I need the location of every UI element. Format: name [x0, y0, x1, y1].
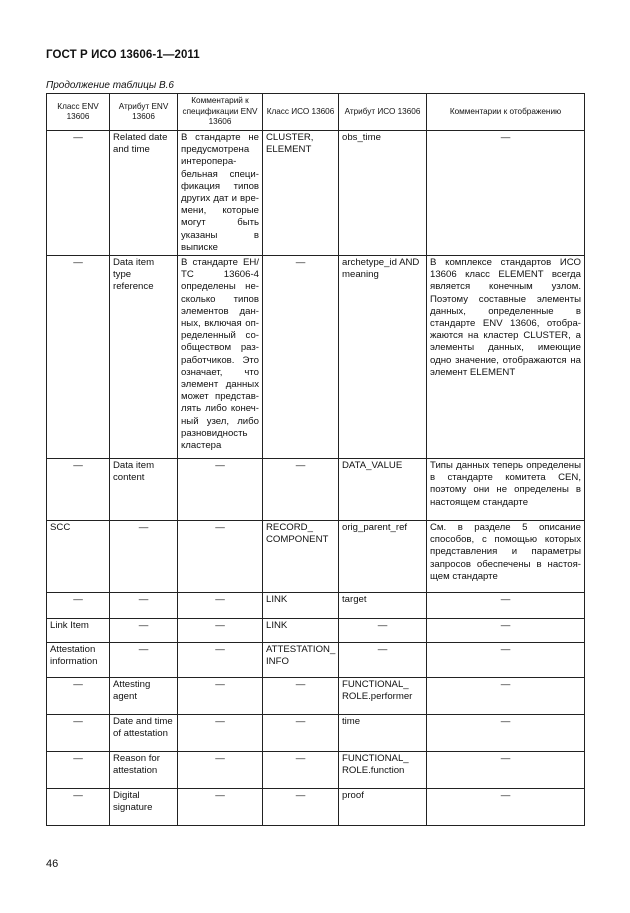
cell-iso-attribute: orig_parent_ref: [339, 521, 427, 593]
cell-iso-attribute: FUNCTIONAL_ ROLE.function: [339, 752, 427, 789]
cell-env-attribute: Related date and time: [110, 131, 178, 256]
table-row: [47, 593, 585, 619]
cell-env-comment: —: [178, 619, 263, 643]
cell-env-class: —: [47, 459, 110, 521]
cell-env-attribute: —: [110, 521, 178, 593]
header-env-attribute: Атрибут ENV 13606: [110, 94, 178, 131]
cell-env-class: —: [47, 752, 110, 789]
cell-iso-class: LINK: [263, 593, 339, 619]
table-row: [47, 752, 585, 789]
cell-iso-attribute: proof: [339, 789, 427, 826]
table-row: [47, 131, 585, 256]
cell-env-class: —: [47, 131, 110, 256]
cell-iso-class: —: [263, 752, 339, 789]
cell-env-class: Link Item: [47, 619, 110, 643]
cell-mapping-comment: В комплексе стандартов ИСО 13606 класс ELEMENT всегда является конечным узлом. Поэтому составные элементы данных, определенные в стандарте ENV 13606, отображаются на кластер CLUSTER, а элементы данных, имеющие одно значение, отображаются на элемент ELEMENT: [427, 256, 585, 459]
cell-env-class: —: [47, 256, 110, 459]
cell-env-class: Attestation information: [47, 643, 110, 678]
cell-env-attribute: —: [110, 593, 178, 619]
cell-env-attribute: Data item type reference: [110, 256, 178, 459]
cell-env-comment: —: [178, 521, 263, 593]
table-row: [47, 619, 585, 643]
cell-env-comment: —: [178, 678, 263, 715]
cell-iso-attribute: —: [339, 643, 427, 678]
cell-iso-class: —: [263, 715, 339, 752]
table-row: [47, 678, 585, 715]
cell-env-class: —: [47, 789, 110, 826]
cell-env-comment: —: [178, 459, 263, 521]
cell-env-class: —: [47, 593, 110, 619]
table-caption: Продолжение таблицы В.6: [46, 80, 174, 91]
cell-env-class: —: [47, 715, 110, 752]
cell-iso-attribute: FUNCTIONAL_ ROLE.performer: [339, 678, 427, 715]
table-row: [47, 521, 585, 593]
cell-env-comment: —: [178, 715, 263, 752]
cell-mapping-comment: —: [427, 619, 585, 643]
cell-iso-attribute: —: [339, 619, 427, 643]
cell-iso-class: ATTESTATION_ INFO: [263, 643, 339, 678]
cell-env-class: —: [47, 678, 110, 715]
table-header-row: [47, 94, 585, 131]
cell-mapping-comment: —: [427, 715, 585, 752]
cell-env-comment: —: [178, 593, 263, 619]
table-row: [47, 459, 585, 521]
cell-mapping-comment: —: [427, 593, 585, 619]
cell-iso-class: RECORD_ COMPONENT: [263, 521, 339, 593]
cell-env-class: SCC: [47, 521, 110, 593]
page-number: 46: [46, 858, 59, 870]
cell-env-attribute: Attesting agent: [110, 678, 178, 715]
table-row: [47, 789, 585, 826]
cell-mapping-comment: —: [427, 643, 585, 678]
cell-iso-class: —: [263, 789, 339, 826]
cell-iso-attribute: archetype_id AND meaning: [339, 256, 427, 459]
cell-env-comment: В стандарте не предусмотрена интероперабельная спецификация типов других дат и времени, которые могут быть указаны в выписке: [178, 131, 263, 256]
cell-iso-attribute: DATA_VALUE: [339, 459, 427, 521]
cell-iso-class: CLUSTER, ELEMENT: [263, 131, 339, 256]
cell-iso-class: —: [263, 256, 339, 459]
cell-env-comment: —: [178, 789, 263, 826]
cell-env-attribute: —: [110, 619, 178, 643]
cell-iso-class: LINK: [263, 619, 339, 643]
cell-mapping-comment: —: [427, 789, 585, 826]
header-mapping-comment: Комментарии к отображению: [427, 94, 585, 131]
cell-iso-attribute: time: [339, 715, 427, 752]
header-env-class: Класс ENV 13606: [47, 94, 110, 131]
cell-env-comment: —: [178, 643, 263, 678]
cell-mapping-comment: —: [427, 678, 585, 715]
cell-env-attribute: —: [110, 643, 178, 678]
cell-mapping-comment: Типы данных теперь определены в стандарте комитета CEN, поэтому они не определены в настоящем стандарте: [427, 459, 585, 521]
header-iso-class: Класс ИСО 13606: [263, 94, 339, 131]
header-iso-attribute: Атрибут ИСО 13606: [339, 94, 427, 131]
cell-env-attribute: Reason for attestation: [110, 752, 178, 789]
cell-env-attribute: Date and time of attestation: [110, 715, 178, 752]
cell-iso-class: —: [263, 459, 339, 521]
cell-mapping-comment: —: [427, 131, 585, 256]
document-header: ГОСТ Р ИСО 13606-1—2011: [46, 49, 200, 61]
cell-iso-attribute: target: [339, 593, 427, 619]
cell-env-comment: В стандарте ЕН/ТС 13606-4 определены несколько типов элементов данных, включая определенный сообществом разработчиков. Это означает, что элемент данных может представлять либо конечный узел, либо разновидность кластера: [178, 256, 263, 459]
table-row: [47, 256, 585, 459]
cell-iso-attribute: obs_time: [339, 131, 427, 256]
cell-mapping-comment: —: [427, 752, 585, 789]
header-env-comment: Комментарий к спецификации ENV 13606: [178, 94, 263, 131]
cell-iso-class: —: [263, 678, 339, 715]
table-row: [47, 643, 585, 678]
cell-env-attribute: Data item content: [110, 459, 178, 521]
mapping-table: [46, 93, 585, 826]
cell-env-attribute: Digital signature: [110, 789, 178, 826]
table-row: [47, 715, 585, 752]
cell-env-comment: —: [178, 752, 263, 789]
cell-mapping-comment: См. в разделе 5 описание способов, с помощью которых представления и параметры запросов обеспечены в настоящем стандарте: [427, 521, 585, 593]
